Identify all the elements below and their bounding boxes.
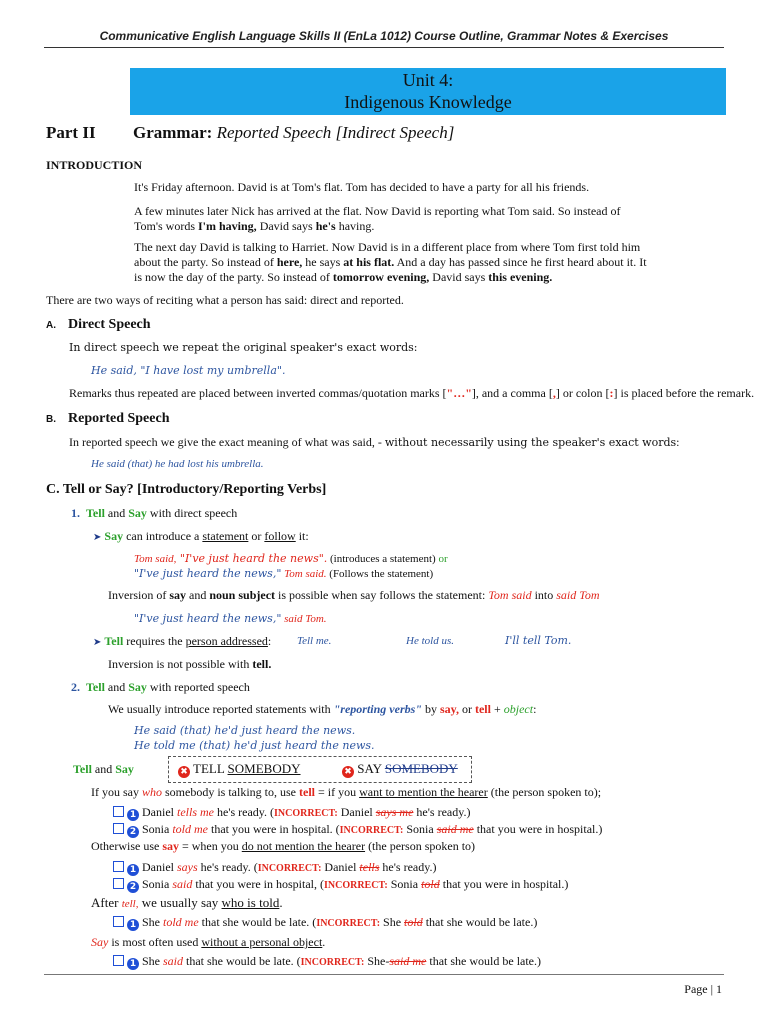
checkbox-icon [113, 861, 124, 872]
intro-heading: INTRODUCTION [46, 158, 143, 172]
number-two-icon: 2 [127, 881, 139, 893]
tell-somebody: ✖ TELL SOMEBODY [178, 761, 301, 778]
example-row-4: 2 Sonia said that you were in hospital, (INCORRECT: Sonia told that you were in hospital.) [113, 877, 568, 893]
example-row-6: 1 She said that she would be late. (INCORRECT: She-said me that she would be late.) [113, 954, 541, 970]
number-one-icon: 1 [127, 864, 139, 876]
unit-number: Unit 4: [402, 70, 454, 90]
section-a-heading: A. Direct Speech [46, 317, 151, 332]
inversion-line: Inversion of say and noun subject is possible when say follows the statement: Tom said into said Tom [108, 588, 600, 602]
tell-example-1: Tell me. [297, 635, 332, 647]
number-one-icon: 1 [127, 958, 139, 970]
otherwise-line: Otherwise use say = when you do not mention the hearer (the person spoken to) [91, 839, 476, 853]
example-line-4: He said (that) he'd just heard the news. [134, 724, 356, 737]
arrow-right-icon: ➤ [93, 532, 102, 543]
section-a-example: He said, "I have lost my umbrella". [91, 364, 286, 377]
document-header: Communicative English Language Skills II (EnLa 1012) Course Outline, Grammar Notes & Exercises [99, 29, 669, 43]
item-2: 2. Tell and Say with reported speech [71, 680, 250, 694]
section-a-remark: Remarks thus repeated are placed between inverted commas/quotation marks ["…"], and a comma [,] or colon [:] is placed before the remark. [69, 386, 755, 400]
example-row-2: 2 Sonia told me that you were in hospital. (INCORRECT: Sonia said me that you were in hospital.) [113, 822, 602, 838]
page-number: Page | 1 [684, 982, 722, 996]
footer-divider [44, 974, 724, 975]
checkbox-icon [113, 878, 124, 889]
unit-banner [130, 68, 726, 115]
example-line-1: Tom said, "I've just heard the news". (introduces a statement) or [134, 552, 448, 565]
example-row-5: 1 She told me that she would be late. (INCORRECT: She told that she would be late.) [113, 915, 537, 931]
checkbox-icon [113, 823, 124, 834]
section-b-line: In reported speech we give the exact meaning of what was said, - without necessarily using the speaker's exact words: [69, 435, 680, 449]
intro-p3a: The next day David is talking to Harriet. Now David is in a different place from where Tom first told him [134, 240, 641, 254]
example-line-2: "I've just heard the news," Tom said. (Follows the statement) [134, 567, 434, 580]
example-row-1: 1 Daniel tells me he's ready. (INCORRECT: Daniel says me he's ready.) [113, 805, 470, 821]
part-label: Part II [46, 123, 96, 142]
tell-example-2: He told us. [406, 635, 454, 647]
unit-title: Indigenous Knowledge [344, 92, 512, 112]
usually-line: We usually introduce reported statements with "reporting verbs" by say, or tell + object: [108, 702, 537, 716]
say-often-line: Say is most often used without a personal object. [91, 935, 326, 949]
arrow-right-icon: ➤ [93, 637, 102, 648]
say-somebody: ✖ SAY SOMEBODY [342, 761, 458, 778]
number-one-icon: 1 [127, 809, 139, 821]
example-line-3: "I've just heard the news," said Tom. [134, 612, 327, 625]
tell-example-3: I'll tell Tom. [505, 634, 572, 647]
inversion-not-possible: Inversion is not possible with tell. [108, 657, 272, 671]
checkbox-icon [113, 916, 124, 927]
example-row-3: 1 Daniel says he's ready. (INCORRECT: Daniel tells he's ready.) [113, 860, 436, 876]
say-intro: ➤ Say can introduce a statement or follow it: [93, 529, 309, 543]
if-you-say-line: If you say who somebody is talking to, use tell = if you want to mention the hearer (the person spoken to); [91, 785, 602, 799]
header-divider [44, 47, 724, 48]
item-1: 1. Tell and Say with direct speech [71, 506, 238, 520]
intro-p2a: A few minutes later Nick has arrived at the flat. Now David is reporting what Tom said. So instead of [134, 204, 621, 218]
number-two-icon: 2 [127, 826, 139, 838]
section-b-heading: B. Reported Speech [46, 411, 170, 426]
tell-and-say-label: Tell and Say [73, 762, 134, 776]
section-a-line: In direct speech we repeat the original speaker's exact words: [69, 341, 418, 354]
intro-p3b: about the party. So instead of here, he says at his flat. And a day has passed since he first heard about it. It [134, 255, 647, 269]
example-line-5: He told me (that) he'd just heard the news. [134, 739, 375, 752]
checkbox-icon [113, 806, 124, 817]
two-ways-line: There are two ways of reciting what a person has said: direct and reported. [46, 293, 404, 307]
close-circle-icon: ✖ [342, 766, 354, 778]
part-title: Grammar: Reported Speech [Indirect Speech] [133, 123, 455, 142]
section-c-heading: C. Tell or Say? [Introductory/Reporting Verbs] [46, 482, 327, 497]
close-circle-icon: ✖ [178, 766, 190, 778]
checkbox-icon [113, 955, 124, 966]
intro-p3c: is now the day of the party. So instead of tomorrow evening, David says this evening. [134, 270, 553, 284]
number-one-icon: 1 [127, 919, 139, 931]
intro-p1: It's Friday afternoon. David is at Tom's flat. Tom has decided to have a party for all his friends. [134, 180, 590, 194]
intro-p2b: Tom's words I'm having, David says he's having. [134, 219, 375, 233]
section-b-example: He said (that) he had lost his umbrella. [91, 458, 264, 470]
tell-requires: ➤ Tell requires the person addressed: [93, 634, 272, 648]
after-tell-line: After tell, we usually say who is told. [91, 895, 283, 910]
